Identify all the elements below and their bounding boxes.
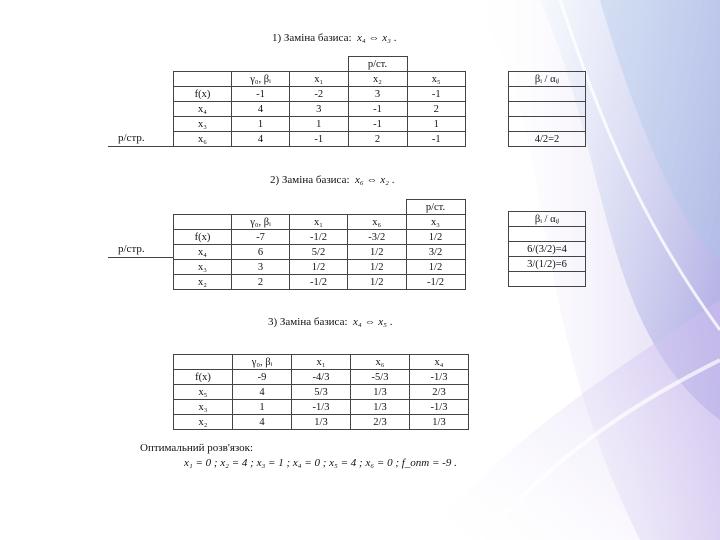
- step2-ratio-header: βᵢ / αᵢⱼ: [509, 212, 586, 227]
- step2-corner: [174, 215, 232, 230]
- table-row: [174, 102, 466, 117]
- cell: 1/3: [351, 385, 410, 400]
- cell: -9: [233, 370, 292, 385]
- step1-corner: [174, 72, 232, 87]
- row-label: x₄: [174, 102, 232, 117]
- table-row: [174, 275, 466, 290]
- cell: 5/2: [290, 245, 348, 260]
- row-label: x₃: [174, 117, 232, 132]
- step2-header-2: x₆: [348, 215, 407, 230]
- cell: 3/2: [406, 245, 465, 260]
- swap-arrow-icon: ⇔: [364, 316, 376, 328]
- step3-header-0: γ₀, βᵢ: [233, 355, 292, 370]
- cell: 4: [232, 132, 290, 147]
- cell: 1/3: [292, 415, 351, 430]
- table-row: [174, 245, 466, 260]
- step1-header-3: x₅: [407, 72, 466, 87]
- cell: 2/3: [410, 385, 469, 400]
- row-label: x₃: [174, 260, 232, 275]
- cell: 4: [233, 415, 292, 430]
- cell: 3: [290, 102, 349, 117]
- cell: 1/2: [348, 260, 407, 275]
- row-label: f(x): [174, 230, 232, 245]
- cell: -1/3: [292, 400, 351, 415]
- result-values: x₁ = 0 ; x₂ = 4 ; x₃ = 1 ; x₄ = 0 ; x₅ = 4 ; x₆ = 0 ; f_опт = -9 .: [184, 457, 457, 469]
- step1-pivot-row-line: [108, 146, 174, 147]
- ratio-cell: [509, 102, 586, 117]
- cell: -1: [232, 87, 290, 102]
- ratio-cell: [509, 227, 586, 242]
- step3-corner: [174, 355, 233, 370]
- cell: 2: [407, 102, 466, 117]
- cell: -1/2: [290, 275, 348, 290]
- cell: -1: [348, 117, 407, 132]
- cell: -1: [290, 132, 349, 147]
- table-row: [174, 415, 469, 430]
- cell: -1: [407, 87, 466, 102]
- cell: 1/3: [410, 415, 469, 430]
- cell: 1/2: [290, 260, 348, 275]
- cell: 1: [233, 400, 292, 415]
- step2-pivot-row-line: [108, 257, 174, 258]
- cell: 2/3: [351, 415, 410, 430]
- cell: 1/3: [351, 400, 410, 415]
- cell: 1/2: [348, 245, 407, 260]
- step3-header-3: x₄: [410, 355, 469, 370]
- cell: 4: [232, 102, 290, 117]
- ratio-cell: [509, 117, 586, 132]
- cell: 2: [348, 132, 407, 147]
- row-label: x₂: [174, 275, 232, 290]
- step1-swap-to: x₃: [382, 32, 391, 44]
- cell: -1/3: [410, 370, 469, 385]
- cell: 1: [232, 117, 290, 132]
- ratio-cell: [509, 87, 586, 102]
- cell: -3/2: [348, 230, 407, 245]
- cell: -4/3: [292, 370, 351, 385]
- step3-header-2: x₆: [351, 355, 410, 370]
- cell: -7: [232, 230, 290, 245]
- cell: 1/2: [348, 275, 407, 290]
- table-row: [174, 117, 466, 132]
- step2-header-3: x₃: [406, 215, 465, 230]
- table-row: [174, 370, 469, 385]
- step3-caption: 3) Заміна базиса: x₄ ⇔ x₅ .: [268, 316, 393, 328]
- swap-arrow-icon: ⇔: [368, 32, 380, 44]
- step1-caption-text: 1) Заміна базиса:: [272, 32, 352, 44]
- cell: -5/3: [351, 370, 410, 385]
- cell: 3: [232, 260, 290, 275]
- ratio-cell: 4/2=2: [509, 132, 586, 147]
- cell: 4: [233, 385, 292, 400]
- step3-swap-to: x₅: [378, 316, 387, 328]
- swap-arrow-icon: ⇔: [366, 174, 378, 186]
- table-row: [174, 260, 466, 275]
- row-label: f(x): [174, 87, 232, 102]
- step3-table: [173, 354, 469, 430]
- cell: 1: [290, 117, 349, 132]
- step2-header-0: γ₀, βᵢ: [232, 215, 290, 230]
- step3-caption-text: 3) Заміна базиса:: [268, 316, 348, 328]
- step2-pivot-row-label: p/стр.: [118, 243, 145, 255]
- step2-pivot-col-label: p/cт.: [406, 200, 465, 215]
- cell: -2: [290, 87, 349, 102]
- cell: 2: [232, 275, 290, 290]
- cell: -1: [407, 132, 466, 147]
- cell: 1/2: [406, 260, 465, 275]
- row-label: x₆: [174, 132, 232, 147]
- step1-header-2: x₂: [348, 72, 407, 87]
- cell: 1/2: [406, 230, 465, 245]
- row-label: f(x): [174, 370, 233, 385]
- row-label: x₂: [174, 415, 233, 430]
- row-label: x₄: [174, 245, 232, 260]
- step2-caption-text: 2) Заміна базиса:: [270, 174, 350, 186]
- row-label: x₅: [174, 385, 233, 400]
- row-label: x₃: [174, 400, 233, 415]
- step3-header-1: x₁: [292, 355, 351, 370]
- step1-caption: 1) Заміна базиса: x₄ ⇔ x₃ .: [272, 32, 397, 44]
- step1-pivot-col-label: p/cт.: [348, 57, 407, 72]
- cell: -1/2: [290, 230, 348, 245]
- step2-table: [173, 199, 466, 290]
- step1-swap-from: x₄: [357, 32, 366, 44]
- table-row: [174, 230, 466, 245]
- step1-pivot-row-label: p/стр.: [118, 132, 145, 144]
- step2-swap-to: x₂: [380, 174, 389, 186]
- ratio-cell: 3/(1/2)=6: [509, 257, 586, 272]
- ratio-cell: 6/(3/2)=4: [509, 242, 586, 257]
- step3-swap-from: x₄: [353, 316, 362, 328]
- step2-caption: 2) Заміна базиса: x₆ ⇔ x₂ .: [270, 174, 395, 186]
- result-title: Оптимальний розв'язок:: [140, 442, 254, 454]
- cell: 1: [407, 117, 466, 132]
- table-row: [174, 132, 466, 147]
- step2-header-1: x₁: [290, 215, 348, 230]
- step1-header-1: x₁: [290, 72, 349, 87]
- cell: 6: [232, 245, 290, 260]
- ratio-cell: [509, 272, 586, 287]
- table-row: [174, 87, 466, 102]
- cell: -1/2: [406, 275, 465, 290]
- step1-ratio-header: βᵢ / αᵢⱼ: [509, 72, 586, 87]
- cell: 3: [348, 87, 407, 102]
- step1-ratio-table: [508, 71, 586, 147]
- table-row: [174, 400, 469, 415]
- step1-table: [173, 56, 466, 147]
- cell: -1: [348, 102, 407, 117]
- step2-ratio-table: [508, 211, 586, 287]
- step1-header-0: γ₀, βᵢ: [232, 72, 290, 87]
- table-row: [174, 385, 469, 400]
- cell: -1/3: [410, 400, 469, 415]
- step2-swap-from: x₆: [355, 174, 364, 186]
- cell: 5/3: [292, 385, 351, 400]
